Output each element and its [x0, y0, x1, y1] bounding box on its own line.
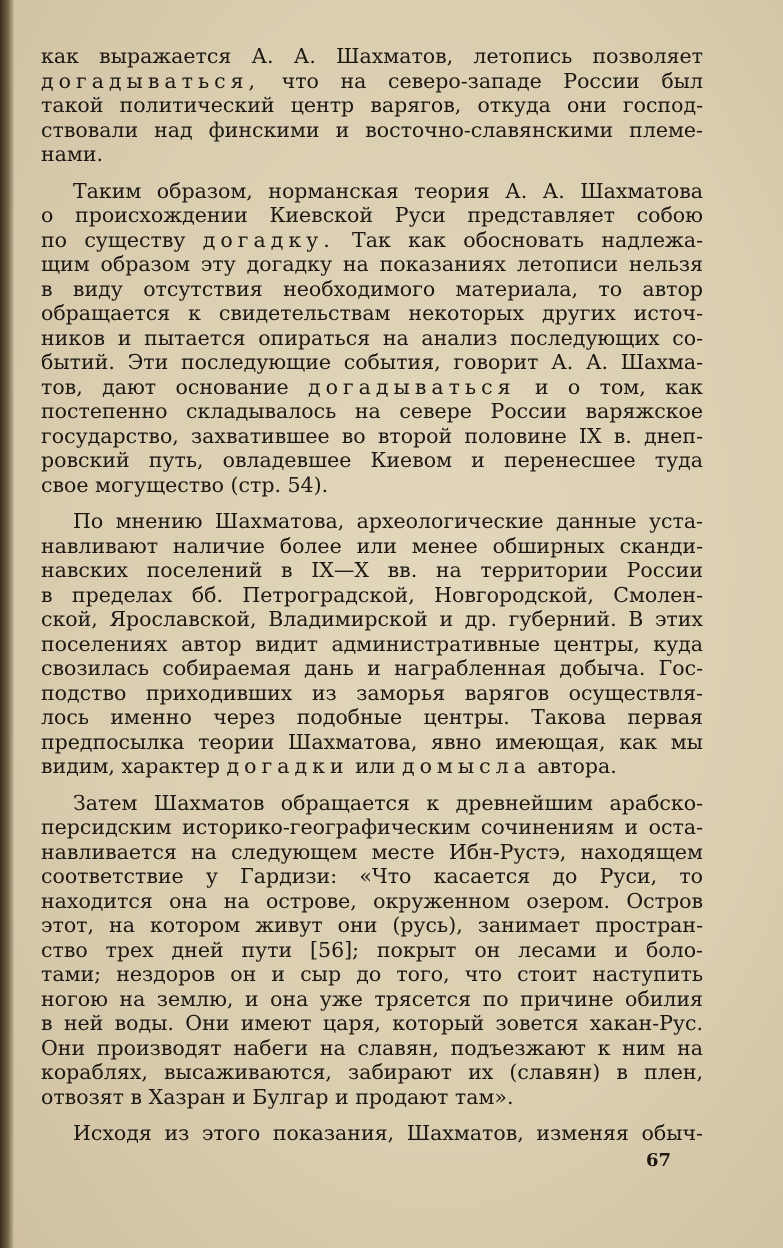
text-line: [41, 607, 703, 632]
line-text: ровский путь, овладевшее Киевом и перенесшее туда: [41, 448, 703, 472]
paragraph-gap: [41, 779, 703, 791]
text-line: [41, 252, 703, 277]
line-text: навливают наличие более или менее обширных сканди-: [41, 533, 703, 558]
line-text: предпосылка теории Шахматова, явно имеющая, как мы: [41, 729, 703, 754]
book-page: [14, 0, 783, 1248]
spaced-emphasis-text: догадываться,: [41, 68, 261, 93]
line-text: ствовали над финскими и восточно-славянскими племе-: [41, 117, 703, 142]
line-text: лось именно через подобные центры. Такова первая: [41, 705, 703, 729]
line-text: этот, на котором живут они (русь), занимает простран-: [41, 913, 703, 937]
text-line: [41, 93, 703, 118]
line-text: автора.: [530, 754, 617, 778]
line-text: находится она на острове, окруженном озером. Остров: [41, 888, 703, 913]
line-text: Таким образом, норманская теория А. А. Шахматова: [73, 178, 703, 203]
paragraph-gap: [41, 497, 703, 509]
line-text: ство трех дней пути [56]; покрыт он лесами и боло-: [41, 937, 703, 962]
text-line: [41, 534, 703, 559]
spaced-emphasis-text: домысла: [401, 754, 531, 778]
page-number: 67: [646, 1150, 672, 1171]
line-text: Исходя из этого показания, Шахматов, изменяя обыч-: [73, 1121, 703, 1145]
text-line: [41, 705, 703, 730]
line-text: навливается на следующем месте Ибн-Рустэ, находящем: [41, 839, 703, 864]
line-text: отвозят в Хазран и Булгар и продают там».: [41, 1084, 514, 1109]
line-text: тов, дают основание: [41, 374, 308, 399]
line-text: тами; нездоров он и сыр до того, что стоит наступить: [41, 962, 703, 986]
line-text: в ней воды. Они имеют царя, который зовется хакан-Рус.: [41, 1011, 703, 1035]
line-text: нами.: [41, 142, 104, 166]
text-line: [41, 228, 703, 253]
line-text: обращается к свидетельствам некоторых других источ-: [41, 301, 703, 325]
text-line: [41, 350, 703, 375]
line-text: видим, характер: [41, 754, 227, 778]
line-text: государство, захватившее во второй половине IX в. днеп-: [41, 423, 703, 448]
text-line: [41, 864, 703, 889]
text-line: [41, 681, 703, 706]
line-text: бытий. Эти последующие события, говорит А. А. Шахма-: [41, 350, 703, 374]
line-text: и о том, как: [515, 374, 703, 399]
text-line: [41, 301, 703, 326]
text-line: [41, 987, 703, 1012]
text-line: [41, 632, 703, 657]
text-line: [41, 730, 703, 755]
text-line: [41, 473, 703, 498]
text-line: [41, 889, 703, 914]
text-line: [41, 1121, 703, 1146]
text-line: [41, 44, 703, 69]
line-text: Так как обосновать надлежа-: [334, 227, 703, 252]
text-line: [41, 399, 703, 424]
text-line: [41, 375, 703, 400]
text-line: [41, 179, 703, 204]
text-line: [41, 69, 703, 94]
text-line: [41, 1036, 703, 1061]
text-line: [41, 791, 703, 816]
text-line: [41, 754, 703, 779]
text-line: [41, 1085, 703, 1110]
line-text: ногою на землю, и она уже трясется по причине обилия: [41, 986, 703, 1011]
line-text: кораблях, высаживаются, забирают их (славян) в плен,: [41, 1060, 703, 1084]
book-spine-shadow: [0, 0, 14, 1248]
line-text: свое могущество (стр. 54).: [41, 472, 329, 497]
line-text: такой политический центр варягов, откуда они господ-: [41, 93, 703, 117]
spaced-emphasis-text: догадки: [226, 754, 349, 778]
line-text: соответствие у Гардизи: «Что касается до Руси, то: [41, 864, 703, 888]
line-text: поселениях автор видит административные центры, куда: [41, 631, 703, 656]
text-line: [41, 962, 703, 987]
line-text: свозилась собираемая дань и награбленная добыча. Гос-: [41, 656, 703, 680]
line-text: как выражается А. А. Шахматов, летопись позволяет: [41, 44, 703, 68]
spaced-emphasis-text: догадываться: [307, 374, 516, 399]
text-line: [41, 913, 703, 938]
text-line: [41, 326, 703, 351]
line-text: навских поселений в IX—X вв. на территории России: [41, 558, 703, 582]
line-text: о происхождении Киевской Руси представляет собою: [41, 203, 703, 227]
text-line: [41, 815, 703, 840]
text-line: [41, 1011, 703, 1036]
text-line: [41, 1060, 703, 1085]
text-line: [41, 938, 703, 963]
page-text: [41, 44, 703, 1146]
line-text: Они производят набеги на славян, подъезжают к ним на: [41, 1035, 703, 1060]
line-text: По мнению Шахматова, археологические данные уста-: [73, 509, 703, 533]
line-text: или: [348, 754, 402, 778]
line-text: что на северо-западе России был: [260, 68, 703, 93]
text-line: [41, 656, 703, 681]
line-text: персидским историко-географическим сочинениям и оста-: [41, 815, 703, 839]
line-text: ской, Ярославской, Владимирской и др. губерний. В этих: [41, 607, 703, 631]
line-text: ников и пытается опираться на анализ последующих со-: [41, 325, 703, 350]
line-text: в пределах бб. Петроградской, Новгородской, Смолен-: [41, 582, 703, 607]
text-line: [41, 277, 703, 302]
text-line: [41, 448, 703, 473]
text-line: [41, 558, 703, 583]
text-line: [41, 203, 703, 228]
line-text: Затем Шахматов обращается к древнейшим арабско-: [73, 790, 703, 815]
text-line: [41, 118, 703, 143]
paragraph-gap: [41, 1109, 703, 1121]
text-line: [41, 840, 703, 865]
line-text: подство приходивших из заморья варягов осуществля-: [41, 680, 703, 705]
line-text: постепенно складывалось на севере России варяжское: [41, 399, 703, 423]
paragraph-gap: [41, 167, 703, 179]
spaced-emphasis-text: догадку.: [202, 227, 335, 252]
text-line: [41, 509, 703, 534]
text-line: [41, 142, 703, 167]
line-text: по существу: [41, 227, 203, 252]
text-line: [41, 583, 703, 608]
text-line: [41, 424, 703, 449]
line-text: щим образом эту догадку на показаниях летописи нельзя: [41, 252, 703, 276]
line-text: в виду отсутствия необходимого материала, то автор: [41, 276, 703, 301]
